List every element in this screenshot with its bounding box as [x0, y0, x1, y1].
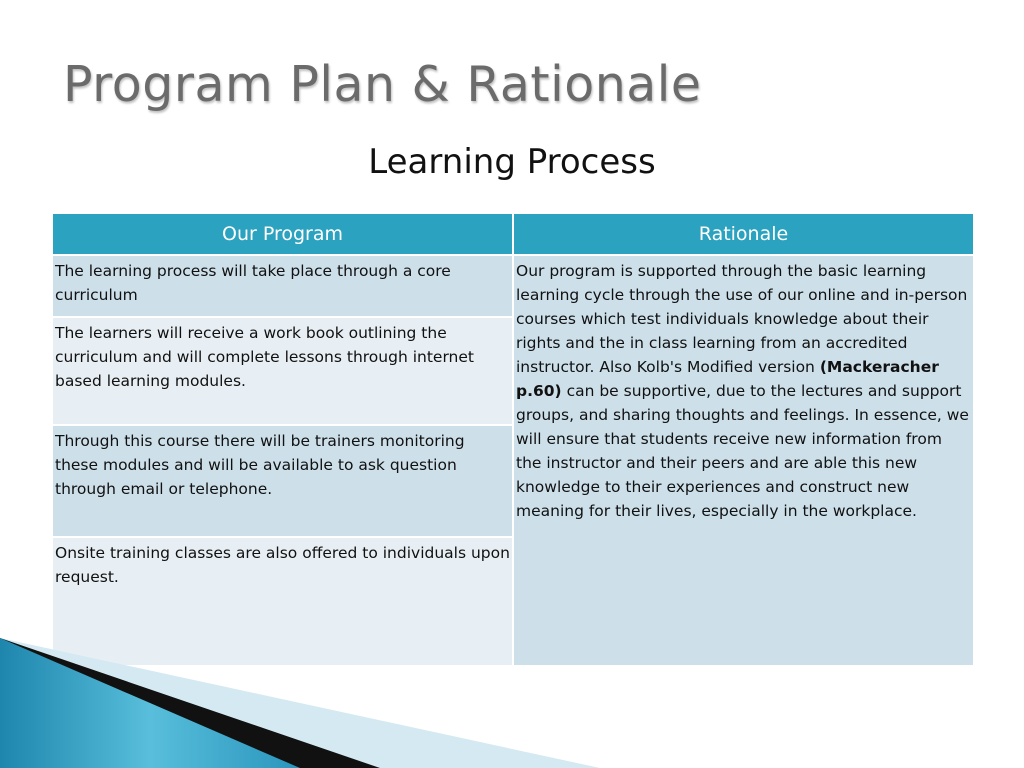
table-row: [52, 255, 974, 317]
rationale-text-part2: can be supportive, due to the lectures and support groups, and sharing thoughts and feelings. In essence, we will ensure that students receive new information from the instructor and their peers and are able this new knowledge to their experiences and construct new meaning for their lives, especially in the workplace.: [516, 382, 969, 520]
rationale-cell: [513, 255, 974, 666]
slide-title: Program Plan & Rationale: [63, 56, 702, 113]
program-cell-4: Onsite training classes are also offered to individuals upon request.: [52, 537, 513, 666]
program-cell-1: The learning process will take place through a core curriculum: [52, 255, 513, 317]
rationale-text-part1: Our program is supported through the basic learning learning cycle through the use of our online and in-person courses which test individuals knowledge about their rights and the in class learning from an accredited instructor. Also Kolb's Modified version: [516, 262, 968, 376]
header-our-program: Our Program: [52, 213, 513, 255]
decorative-swoosh: [0, 638, 1024, 768]
program-cell-2: The learners will receive a work book outlining the curriculum and will complete lessons through internet based learning modules.: [52, 317, 513, 425]
slide-subtitle: Learning Process: [368, 142, 656, 182]
table-header-row: [52, 213, 974, 255]
rationale-citation: (Mackeracher p.60): [516, 358, 939, 400]
program-cell-3: Through this course there will be trainers monitoring these modules and will be available to ask question through email or telephone.: [52, 425, 513, 537]
program-rationale-table: [51, 212, 975, 667]
header-rationale: Rationale: [513, 213, 974, 255]
